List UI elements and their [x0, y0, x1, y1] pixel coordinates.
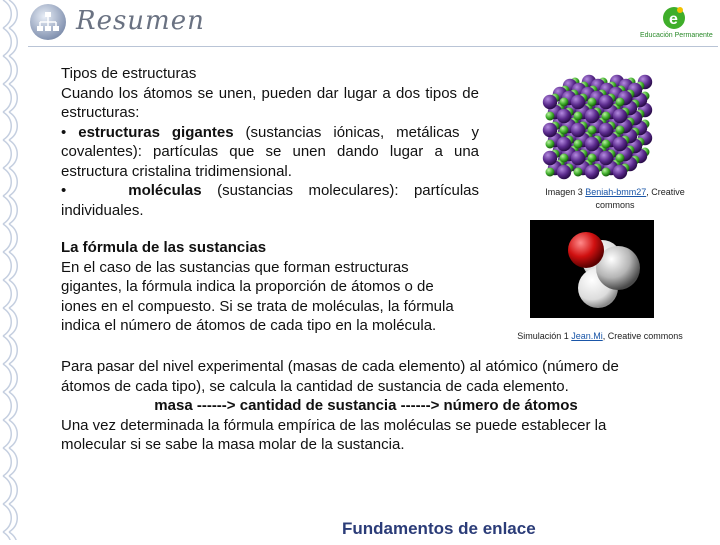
bullet-giant-structures: [61, 123, 479, 182]
section-structures: [61, 64, 479, 220]
svg-text:e: e: [669, 11, 678, 28]
crystal-lattice-image: [536, 66, 660, 182]
lattice-atom: [616, 126, 625, 135]
lattice-atom: [616, 154, 625, 163]
lattice-atom: [546, 140, 555, 149]
section2-heading: La fórmula de las sustancias: [61, 239, 267, 256]
bullet1-term: estructuras gigantes: [78, 123, 234, 141]
bullet2-term: moléculas: [128, 182, 202, 199]
image1-caption: [540, 186, 690, 212]
section2-continued: [61, 357, 671, 455]
lattice-atom: [543, 123, 557, 137]
lattice-atom: [574, 112, 583, 121]
bullet1-text: (sustancias iónicas, metálicas y covalentes): partículas que se unen dando lugar a una estructura cristalina tridimensional.: [61, 123, 480, 180]
lattice-atom: [602, 112, 611, 121]
image2-author-link[interactable]: Jean.Mi: [571, 331, 603, 341]
lattice-atom: [560, 154, 569, 163]
lattice-atom: [557, 109, 571, 123]
lattice-atom: [571, 95, 585, 109]
lattice-atom: [546, 168, 555, 177]
sitemap-icon: [30, 4, 66, 40]
section-formula: [61, 238, 455, 336]
conversion-formula: masa ------> cantidad de sustancia ------> número de átomos: [154, 397, 578, 414]
lattice-atom: [543, 151, 557, 165]
bullet2-text: (sustancias moleculares): partículas individuales.: [61, 182, 480, 219]
lattice-atom: [560, 126, 569, 135]
lattice-atom: [574, 168, 583, 177]
image2-caption: [508, 330, 692, 343]
lattice-atom: [613, 137, 627, 151]
bullet-symbol: •: [61, 182, 67, 199]
lattice-atom: [588, 126, 597, 135]
lattice-atom: [560, 98, 569, 107]
lattice-atom: [616, 98, 625, 107]
lattice-atom: [588, 98, 597, 107]
lattice-atom: [585, 137, 599, 151]
lattice-atom: [546, 112, 555, 121]
lattice-atom: [585, 165, 599, 179]
footer-title: Fundamentos de enlace: [342, 519, 536, 538]
molecule-simulation-image[interactable]: [530, 220, 654, 318]
image1-caption-suffix: , Creative commons: [595, 187, 685, 210]
header-divider: [28, 46, 718, 47]
page-title: Resumen: [76, 6, 205, 36]
lattice-atom: [571, 123, 585, 137]
section1-intro: Cuando los átomos se unen, pueden dar lugar a dos tipos de estructuras:: [61, 84, 479, 121]
image1-author-link[interactable]: Beniah-bmm27: [585, 187, 647, 197]
bullet-molecules: [61, 181, 479, 220]
section2-para3: Una vez determinada la fórmula empírica de las moléculas se puede establecer la molecular si se sabe la masa molar de la sustancia.: [61, 416, 607, 453]
section2-para2: Para pasar del nivel experimental (masas de cada elemento) al atómico (número de átomos de cada tipo), se calcula la cantidad de sustancia de cada elemento.: [61, 358, 619, 395]
section2-para1: En el caso de las sustancias que forman estructuras gigantes, la fórmula indica la proporción de átomos o de iones en el compuesto. Si se trata de moléculas, la fórmula indica el número de átomos de cada tipo en la molécula.: [61, 258, 454, 334]
lattice-atom: [602, 140, 611, 149]
edu-logo-text: Educación Permanente: [640, 32, 713, 39]
lattice-atom: [574, 140, 583, 149]
lattice-atom: [599, 151, 613, 165]
image2-caption-prefix: Simulación 1: [517, 331, 572, 341]
image1-caption-prefix: Imagen 3: [545, 187, 586, 197]
lattice-atom: [571, 151, 585, 165]
lattice-atom: [588, 154, 597, 163]
lattice-atom: [557, 165, 571, 179]
section1-heading: Tipos de estructuras: [61, 65, 197, 82]
lattice-atom: [613, 165, 627, 179]
lattice-atom: [599, 95, 613, 109]
lattice-atom: [585, 109, 599, 123]
lattice-atom: [543, 95, 557, 109]
decorative-left-border: [0, 0, 26, 540]
lattice-atom: [599, 123, 613, 137]
lattice-atom: [613, 109, 627, 123]
bullet-symbol: •: [61, 123, 67, 141]
lattice-atom: [602, 168, 611, 177]
image2-caption-suffix: , Creative commons: [602, 331, 683, 341]
lattice-atom: [557, 137, 571, 151]
